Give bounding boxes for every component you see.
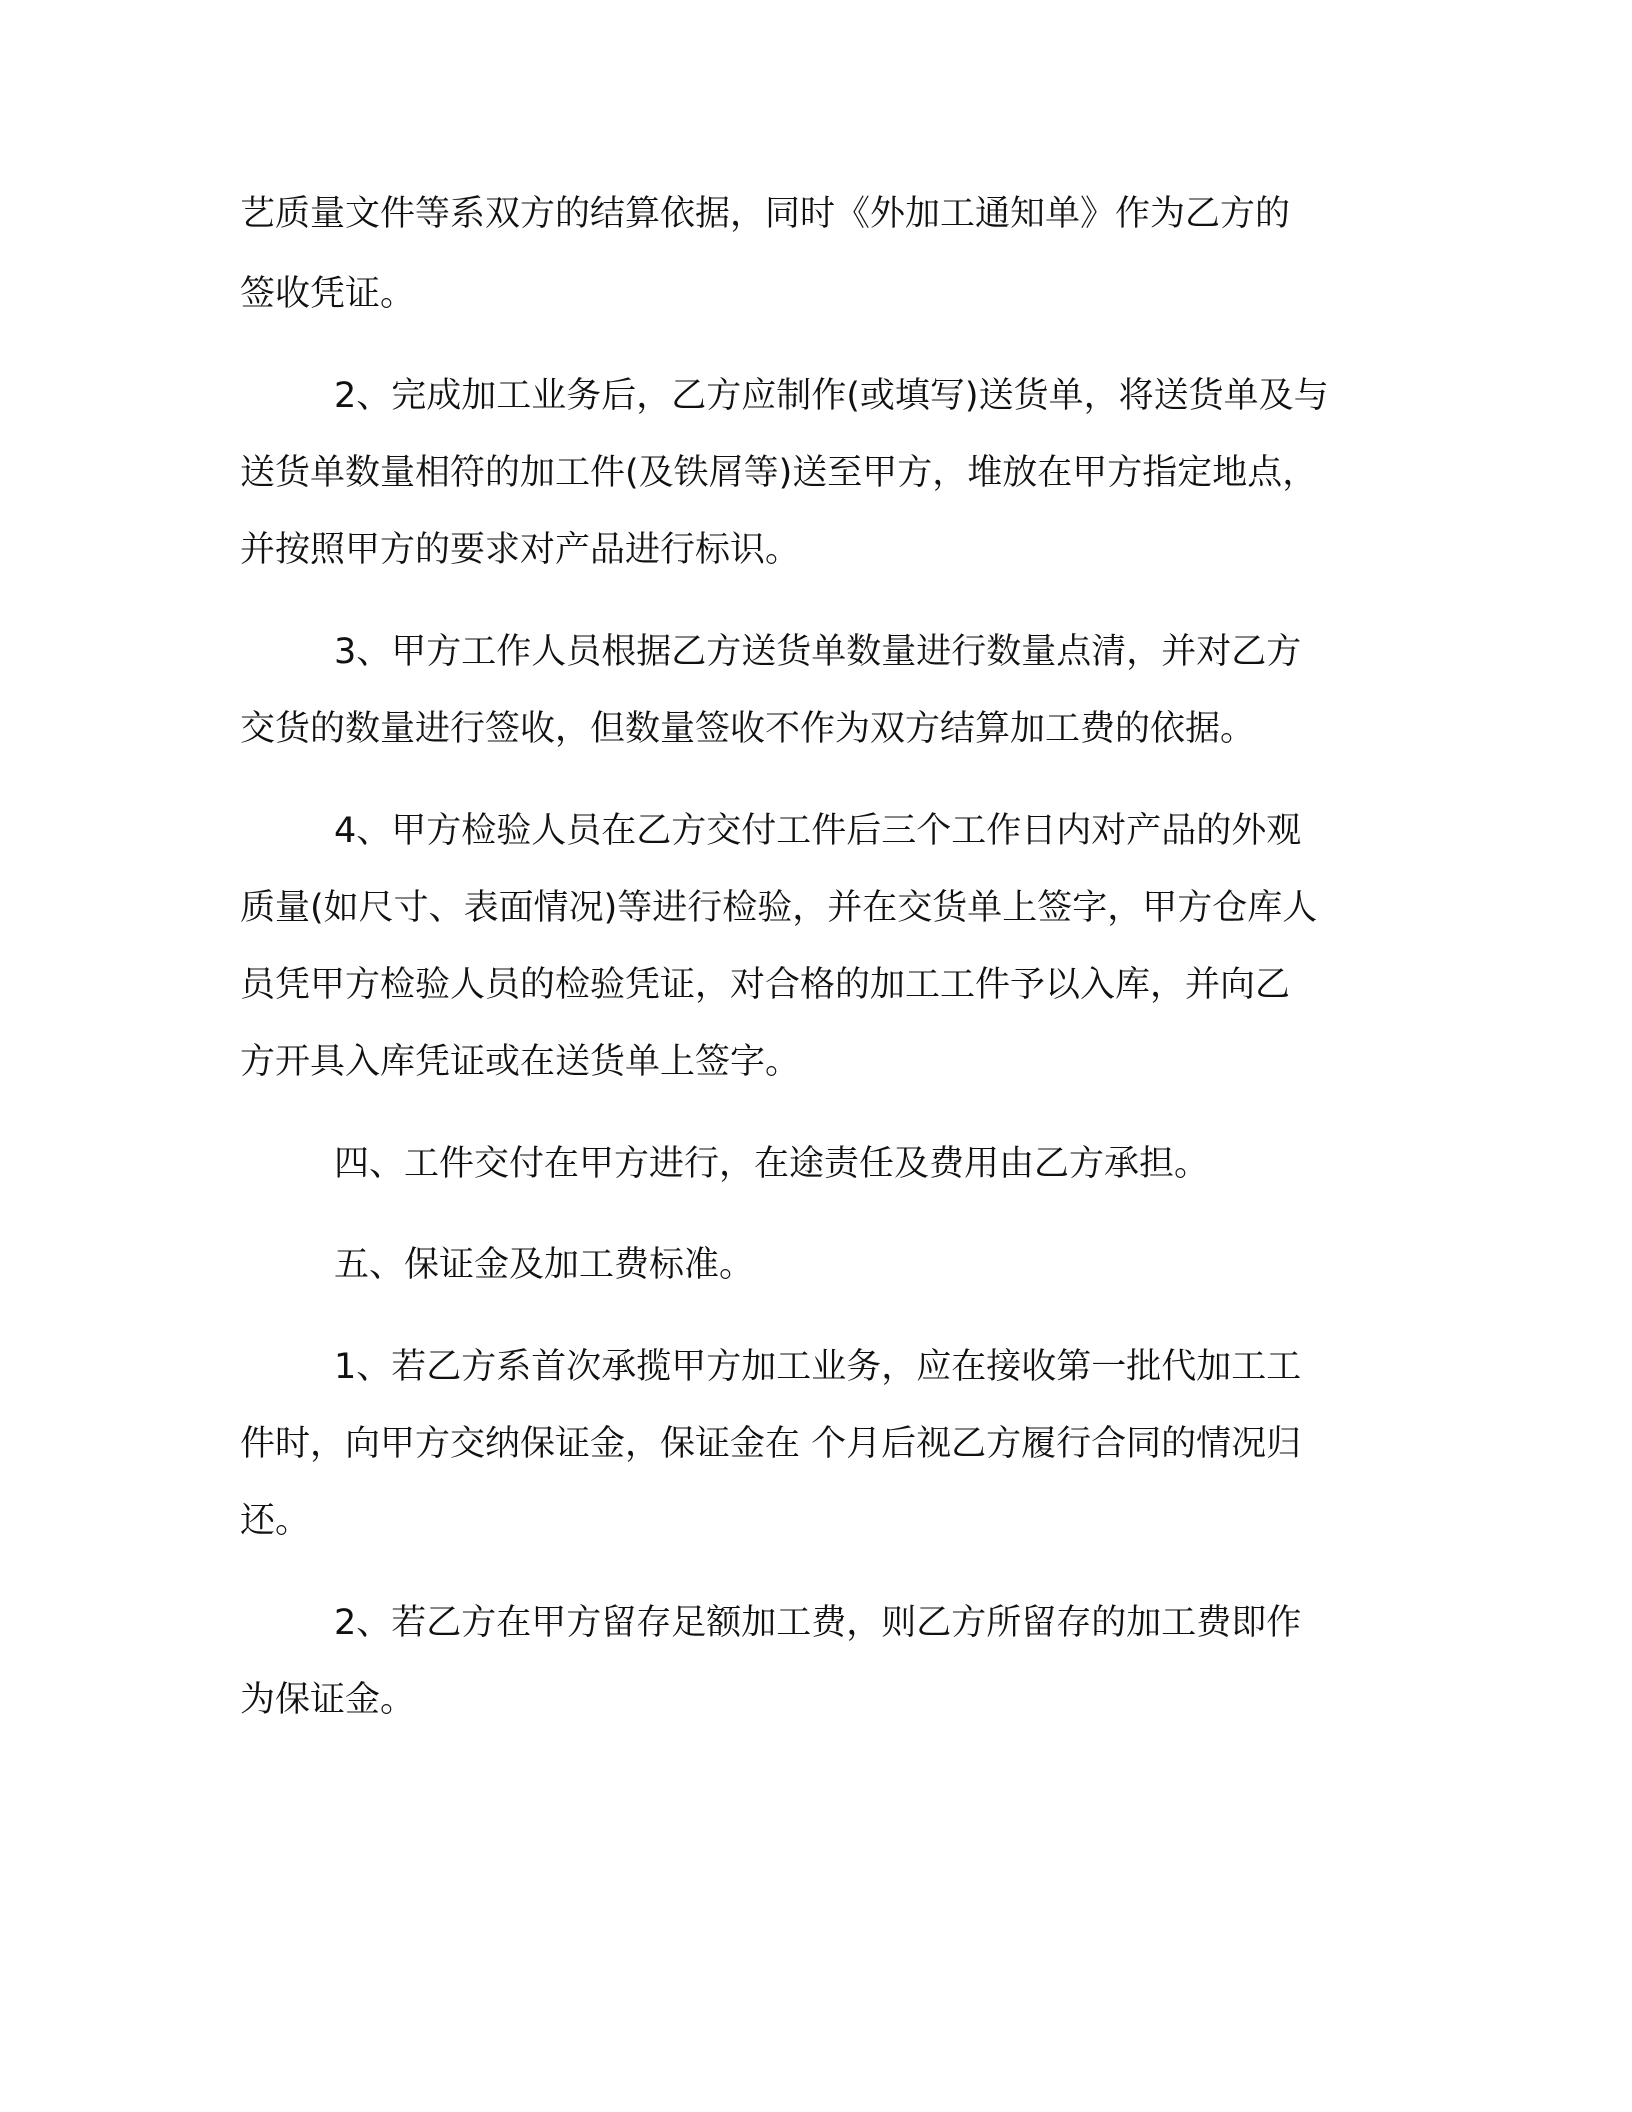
text-line: 四、工件交付在甲方进行，在途责任及费用由乙方承担。 — [334, 1144, 1210, 1184]
text-line: 并按照甲方的要求对产品进行标识。 — [240, 530, 801, 570]
text-line: 2、若乙方在甲方留存足额加工费，则乙方所留存的加工费即作 — [334, 1603, 1302, 1643]
text-line: 为保证金。 — [240, 1680, 416, 1720]
text-line: 送货单数量相符的加工件(及铁屑等)送至甲方，堆放在甲方指定地点， — [240, 453, 1318, 493]
text-line: 3、甲方工作人员根据乙方送货单数量进行数量点清，并对乙方 — [334, 632, 1302, 672]
text-line: 还。 — [240, 1501, 311, 1541]
text-line: 艺质量文件等系双方的结算依据，同时《外加工通知单》作为乙方的 — [240, 194, 1291, 234]
text-line: 五、保证金及加工费标准。 — [334, 1245, 755, 1285]
text-line: 员凭甲方检验人员的检验凭证，对合格的加工工件予以入库，并向乙 — [240, 965, 1291, 1005]
text-line: 2、完成加工业务后，乙方应制作(或填写)送货单，将送货单及与 — [334, 376, 1329, 416]
text-line: 件时，向甲方交纳保证金，保证金在 个月后视乙方履行合同的情况归 — [240, 1424, 1302, 1464]
text-line: 4、甲方检验人员在乙方交付工件后三个工作日内对产品的外观 — [334, 811, 1302, 851]
text-line: 方开具入库凭证或在送货单上签字。 — [240, 1042, 801, 1082]
text-line: 交货的数量进行签收，但数量签收不作为双方结算加工费的依据。 — [240, 709, 1256, 749]
text-line: 1、若乙方系首次承揽甲方加工业务，应在接收第一批代加工工 — [334, 1347, 1302, 1387]
text-line: 签收凭证。 — [240, 274, 416, 314]
text-line: 质量(如尺寸、表面情况)等进行检验，并在交货单上签字，甲方仓库人 — [240, 888, 1318, 928]
